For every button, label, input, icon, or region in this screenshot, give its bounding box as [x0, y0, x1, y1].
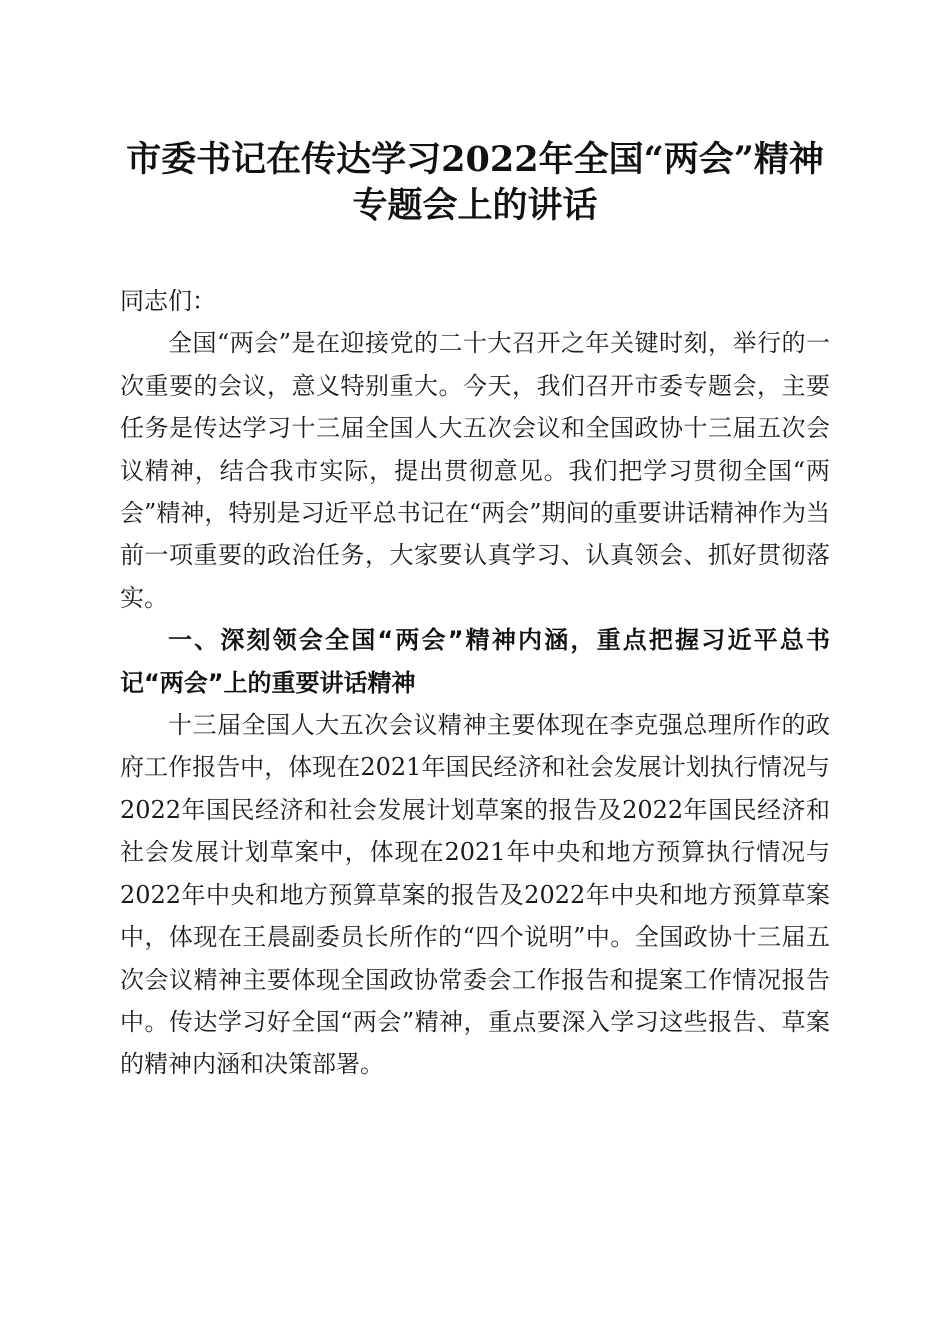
intro-paragraph: 全国“两会”是在迎接党的二十大召开之年关键时刻，举行的一次重要的会议，意义特别重大。今天，我们召开市委专题会，主要任务是传达学习十三届全国人大五次会议和全国政协十三届五次会议精神，结合我市实际，提出贯彻意见。我们把学习贯彻全国“两会”精神，特别是习近平总书记在“两会”期间的重要讲话精神作为当前一项重要的政治任务，大家要认真学习、认真领会、抓好贯彻落实。 [120, 329, 830, 612]
document-title: 市委书记在传达学习2022年全国“两会”精神专题会上的讲话 [126, 139, 824, 226]
salutation: 同志们： [120, 287, 216, 315]
section-heading: 一、深刻领会全国“两会”精神内涵，重点把握习近平总书记“两会”上的重要讲话精神 [120, 626, 830, 697]
section-paragraph: 十三届全国人大五次会议精神主要体现在李克强总理所作的政府工作报告中，体现在2021年国民经济和社会发展计划执行情况与2022年国民经济和社会发展计划草案的报告及2022年国民经济和社会发展计划草案中，体现在2021年中央和地方预算执行情况与2022年中央和地方预算草案的报告及2022年中央和地方预算草案中，体现在王晨副委员长所作的“四个说明”中。全国政协十三届五次会议精神主要体现全国政协常委会工作报告和提案工作情况报告中。传达学习好全国“两会”精神，重点要深入学习这些报告、草案的精神内涵和决策部署。 [120, 711, 830, 1079]
document-body [120, 280, 830, 1086]
